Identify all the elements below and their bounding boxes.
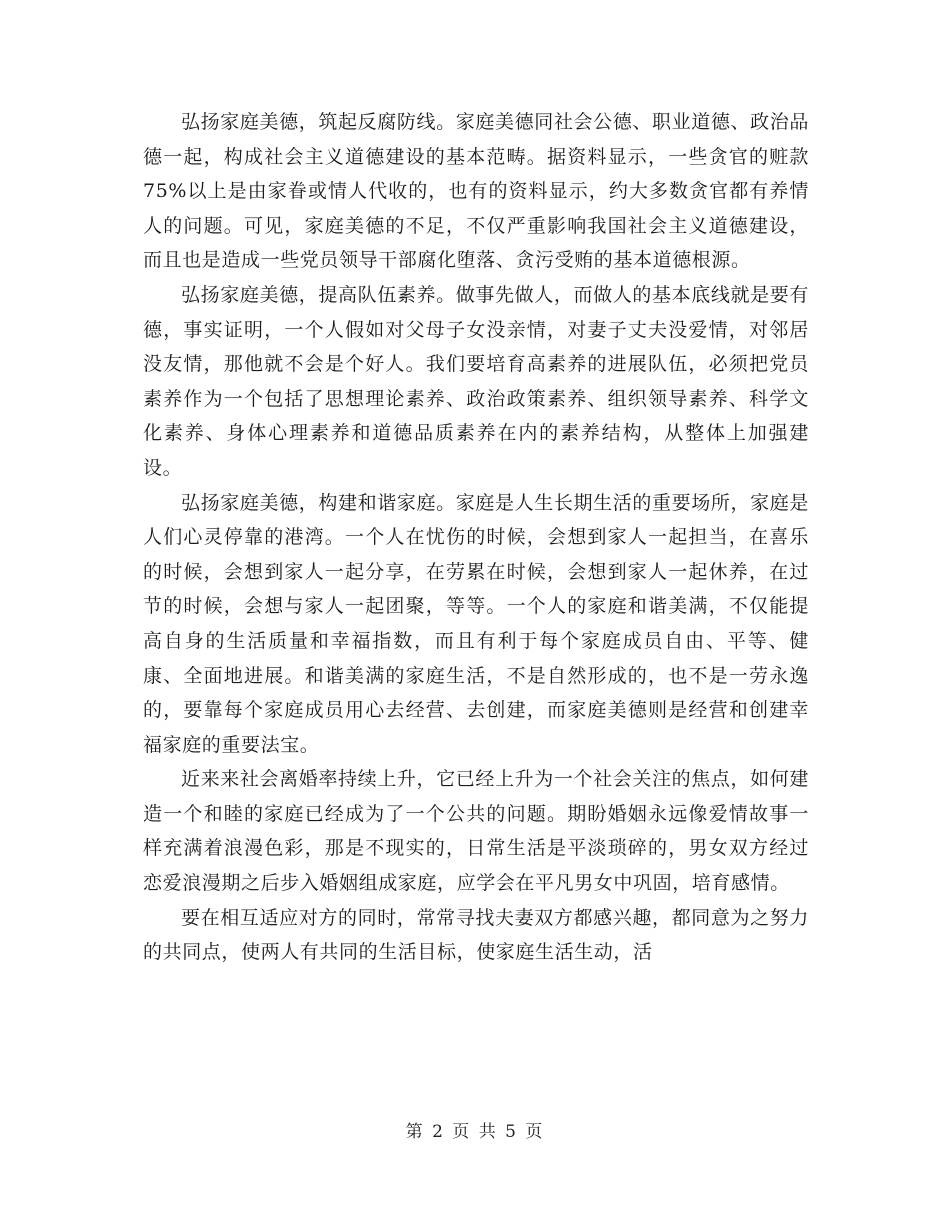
paragraph-common-goals: 要在相互适应对方的同时，常常寻找夫妻双方都感兴趣，都同意为之努力的共同点，使两人有共同的生活目标，使家庭生活生动，活 xyxy=(143,906,809,964)
page-number-footer: 第 2 页 共 5 页 xyxy=(405,1122,545,1142)
paragraph-family-virtue-harmonious-family: 弘扬家庭美德，构建和谐家庭。家庭是人生长期生活的重要场所，家庭是人们心灵停靠的港湾。一个人在忧伤的时候，会想到家人一起担当，在喜乐的时候，会想到家人一起分享，在劳累在时候，会想到家人一起休养，在过节的时候，会想与家人一起团聚，等等。一个人的家庭和谐美满，不仅能提高自身的生活质量和幸福指数，而且有利于每个家庭成员自由、平等、健康、全面地进展。和谐美满的家庭生活，不是自然形成的，也不是一劳永逸的，要靠每个家庭成员用心去经营、去创建，而家庭美德则是经营和创建幸福家庭的重要法宝。 xyxy=(143,491,809,756)
paragraph-family-virtue-team-quality: 弘扬家庭美德，提高队伍素养。做事先做人，而做人的基本底线就是要有德，事实证明，一个人假如对父母子女没亲情，对妻子丈夫没爱情，对邻居没友情，那他就不会是个好人。我们要培育高素养的进展队伍，必须把党员素养作为一个包括了思想理论素养、政治政策素养、组织领导素养、科学文化素养、身体心理素养和道德品质素养在内的素养结构，从整体上加强建设。 xyxy=(143,283,809,479)
document-body xyxy=(143,105,809,970)
paragraph-family-virtue-anti-corruption: 弘扬家庭美德，筑起反腐防线。家庭美德同社会公德、职业道德、政治品德一起，构成社会主义道德建设的基本范畴。据资料显示，一些贪官的赃款75%以上是由家眷或情人代收的，也有的资料显示，约大多数贪官都有养情人的问题。可见，家庭美德的不足，不仅严重影响我国社会主义道德建设，而且也是造成一些党员领导干部腐化堕落、贪污受贿的基本道德根源。 xyxy=(143,111,809,272)
paragraph-divorce-rate: 近来来社会离婚率持续上升，它已经上升为一个社会关注的焦点，如何建造一个和睦的家庭已经成为了一个公共的问题。期盼婚姻永远像爱情故事一样充满着浪漫色彩，那是不现实的，日常生活是平淡琐碎的，男女双方经过恋爱浪漫期之后步入婚姻组成家庭，应学会在平凡男女中巩固，培育感情。 xyxy=(143,768,809,895)
